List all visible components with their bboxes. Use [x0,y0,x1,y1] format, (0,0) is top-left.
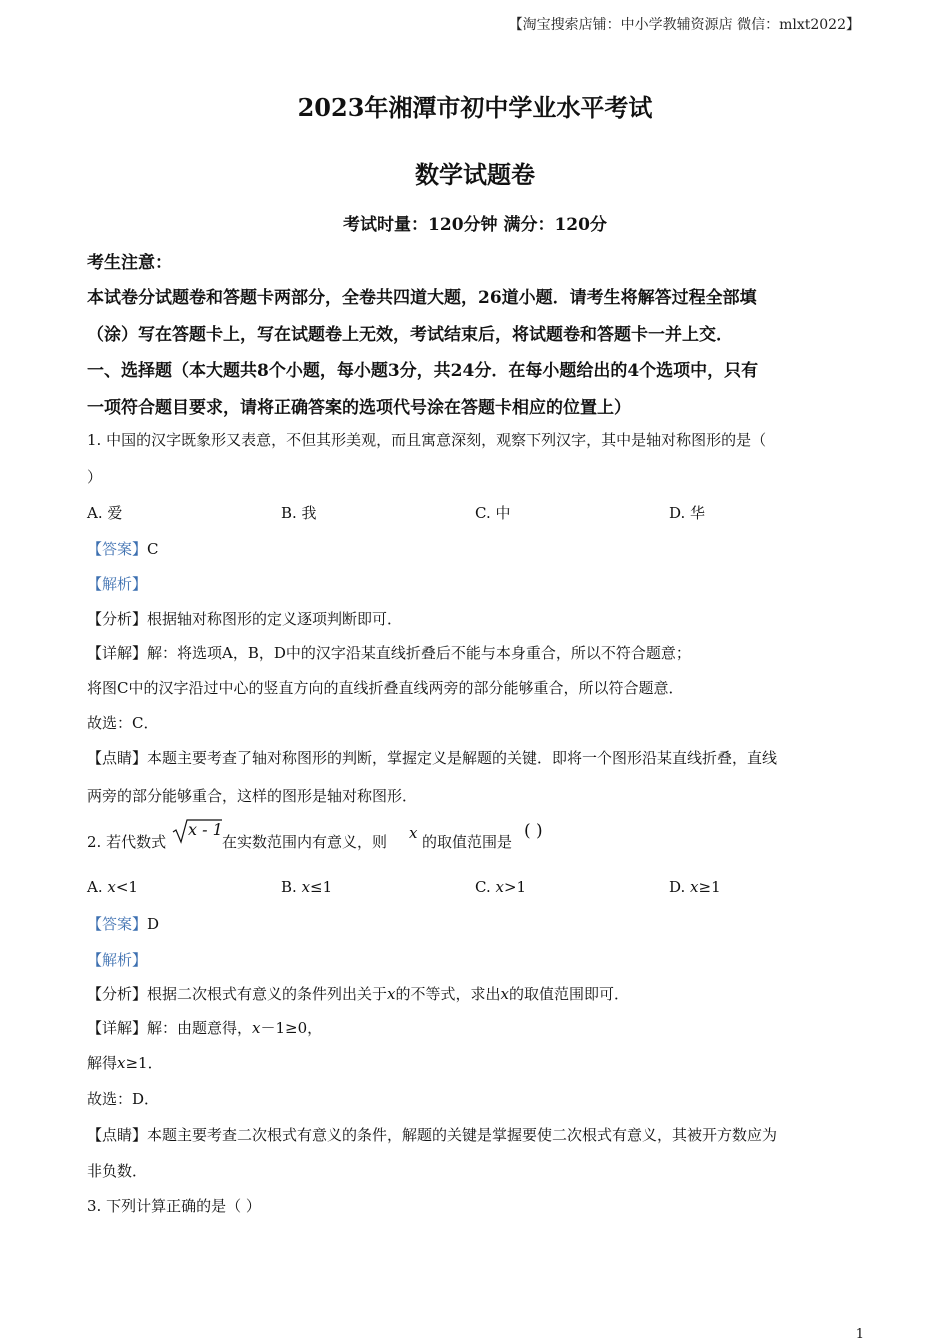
answer-label: 【答案】 [87,540,148,558]
q1-stem-line-1: 1. 中国的汉字既象形又表意，不但其形美观，而且寓意深刻，观察下列汉字，其中是轴对称图形的是（ [87,431,767,449]
q2-answer-row [87,913,159,934]
q2-fenxi-c: 的取值范围即可． [508,985,629,1003]
q1-answer-value: C [147,540,159,558]
q1-detail-row [87,642,691,663]
exam-title: 2023年湘潭市初中学业水平考试 [297,93,653,122]
section1-line-2: 一项符合题目要求，请将正确答案的选项代号涂在答题卡相应的位置上） [87,398,631,418]
q1-comment-text: 本题主要考查了轴对称图形的判断，掌握定义是解题的关键．即将一个图形沿某直线折叠，直线 [147,749,778,767]
q2-comment-line-2: 非负数． [87,1162,148,1180]
q2-option-d-letter: D. [669,878,691,896]
detail-label: 【详解】 [87,1019,148,1037]
q2-detail-b: －1≥0， [260,1019,323,1037]
q1-fenxi-row [87,608,402,629]
q2-solve-row [87,1052,163,1073]
q2-solve-a: 解得 [87,1054,118,1072]
q2-option-b-var: x [301,878,311,896]
q2-option-a-letter: A. [87,878,108,896]
q2-option-d [669,878,721,896]
q1-stem-line-2: ） [87,468,103,486]
q2-detail-var: x [252,1019,261,1037]
section1-line-1: 一、选择题（本大题共8个小题，每小题3分，共24分．在每小题给出的4个选项中，只有 [87,361,759,381]
q1-fenxi-text: 根据轴对称图形的定义逐项判断即可． [147,610,403,628]
comment-label: 【点睛】 [87,749,148,767]
q2-comment-text: 本题主要考查二次根式有意义的条件，解题的关键是掌握要使二次根式有意义，其被开方数应为 [147,1126,778,1144]
q2-stem-start: 2. 若代数式 [87,833,167,851]
paper-subtitle: 数学试题卷 [415,160,535,189]
q2-option-b [281,878,332,896]
q1-comment-row [87,747,777,768]
page-number: 1 [855,1327,864,1342]
q2-option-a-var: x [107,878,116,896]
q2-option-b-rel: ≤1 [310,878,333,896]
q2-option-c [475,878,526,896]
q2-fenxi-row [87,983,629,1004]
q2-fenxi-var-1: x [387,985,396,1003]
q1-detail-line-2: 将图C中的汉字沿过中心的竖直方向的直线折叠直线两旁的部分能够重合，所以符合题意． [87,679,684,697]
q2-comment-row [87,1124,777,1145]
q2-option-a [87,878,138,896]
q2-radicand: x - 1 [188,820,223,839]
q2-stem-end: 的取值范围是 [422,833,513,851]
fenxi-label: 【分析】 [87,985,148,1003]
q2-stem-middle: 在实数范围内有意义，则 [222,833,388,851]
q2-detail-a: 解：由题意得， [147,1019,253,1037]
notice-heading: 考生注意： [87,253,172,273]
q1-detail-text: 解：将选项A，B，D中的汉字沿某直线折叠后不能与本身重合，所以不符合题意； [147,644,691,662]
q1-option-a: A. 爱 [87,504,123,522]
q2-fenxi-a: 根据二次根式有意义的条件列出关于 [147,985,388,1003]
q2-option-a-rel: <1 [115,878,138,896]
q2-blank-paren: ( ) [524,821,543,841]
q2-fenxi-b: 的不等式，求出 [395,985,501,1003]
q1-option-b: B. 我 [281,504,317,522]
q2-detail-row [87,1017,322,1038]
fenxi-label: 【分析】 [87,610,148,628]
exam-meta: 考试时量：120分钟 满分：120分 [343,215,607,235]
q2-fenxi-var-2: x [500,985,509,1003]
q2-stem-var: x [409,824,418,842]
q2-option-c-var: x [495,878,504,896]
q2-option-b-letter: B. [281,878,302,896]
notice-line-1: 本试卷分试题卷和答题卡两部分，全卷共四道大题，26道小题．请考生将解答过程全部填 [87,288,757,308]
q2-option-c-rel: >1 [503,878,527,896]
q2-choose: 故选：D． [87,1090,160,1108]
q2-option-d-var: x [690,878,699,896]
detail-label: 【详解】 [87,644,148,662]
answer-label: 【答案】 [87,915,148,933]
q2-option-d-rel: ≥1 [698,878,721,896]
q1-comment-line-2: 两旁的部分能够重合，这样的图形是轴对称图形． [87,787,418,805]
header-note: 【淘宝搜索店铺：中小学教辅资源店 微信：mlxt2022】 [508,17,860,33]
q2-solve-var: x [117,1054,126,1072]
q1-choose: 故选：C． [87,714,159,732]
q2-answer-value: D [147,915,160,933]
q3-stem: 3. 下列计算正确的是（ ） [87,1197,261,1215]
q1-option-c: C. 中 [475,504,511,522]
comment-label: 【点睛】 [87,1126,148,1144]
notice-line-2: （涂）写在答题卡上，写在试题卷上无效，考试结束后，将试题卷和答题卡一并上交． [87,325,733,345]
q1-analysis-label: 【解析】 [87,575,148,593]
q2-analysis-label: 【解析】 [87,951,148,969]
q1-option-d: D. 华 [669,504,706,522]
q1-answer-row [87,538,159,559]
q2-solve-b: ≥1． [125,1054,163,1072]
q2-option-c-letter: C. [475,878,496,896]
